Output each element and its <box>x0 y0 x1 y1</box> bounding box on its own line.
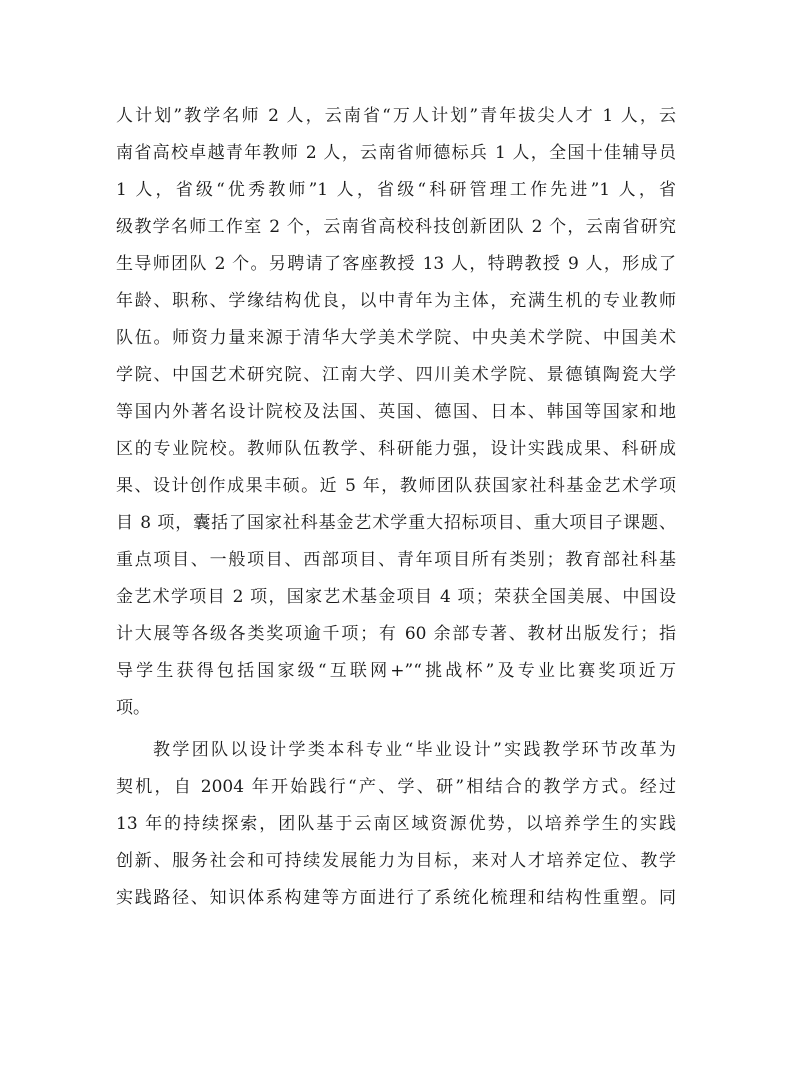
text-line: 级教学名师工作室 2 个，云南省高校科技创新团队 2 个，云南省研究 <box>116 217 676 237</box>
text-line: 教学团队以设计学类本科专业“毕业设计”实践教学环节改革为 <box>153 740 676 760</box>
text-line: 项。 <box>116 698 150 718</box>
text-line: 年龄、职称、学缘结构优良，以中青年为主体，充满生机的专业教师 <box>116 291 676 311</box>
text-line: 果、设计创作成果丰硕。近 5 年，教师团队获国家社科基金艺术学项 <box>116 476 676 496</box>
text-line: 重点项目、一般项目、西部项目、青年项目所有类别；教育部社科基 <box>116 550 676 570</box>
text-line: 创新、服务社会和可持续发展能力为目标，来对人才培养定位、教学 <box>116 851 676 871</box>
text-line: 目 8 项，囊括了国家社科基金艺术学重大招标项目、重大项目子课题、 <box>116 513 676 533</box>
body-text <box>116 98 676 917</box>
paragraph-faculty <box>116 98 676 727</box>
text-line: 实践路径、知识体系构建等方面进行了系统化梳理和结构性重塑。同 <box>116 888 676 908</box>
text-line: 人计划”教学名师 2 人，云南省“万人计划”青年拔尖人才 1 人，云 <box>116 106 676 126</box>
text-line: 导学生获得包括国家级“互联网+”“挑战杯”及专业比赛奖项近万 <box>116 661 676 681</box>
text-line: 金艺术学项目 2 项，国家艺术基金项目 4 项；荣获全国美展、中国设 <box>116 587 676 607</box>
paragraph-teaching-team <box>116 732 676 917</box>
text-line: 区的专业院校。教师队伍教学、科研能力强，设计实践成果、科研成 <box>116 439 676 459</box>
text-line: 等国内外著名设计院校及法国、英国、德国、日本、韩国等国家和地 <box>116 402 676 422</box>
text-line: 生导师团队 2 个。另聘请了客座教授 13 人，特聘教授 9 人，形成了 <box>116 254 676 274</box>
text-line: 南省高校卓越青年教师 2 人，云南省师德标兵 1 人，全国十佳辅导员 <box>116 143 676 163</box>
text-line: 1 人，省级“优秀教师”1 人，省级“科研管理工作先进”1 人，省 <box>116 180 676 200</box>
text-line: 计大展等各级各类奖项逾千项；有 60 余部专著、教材出版发行；指 <box>116 624 676 644</box>
text-line: 学院、中国艺术研究院、江南大学、四川美术学院、景德镇陶瓷大学 <box>116 365 676 385</box>
text-line: 13 年的持续探索，团队基于云南区域资源优势，以培养学生的实践 <box>116 814 676 834</box>
text-line: 队伍。师资力量来源于清华大学美术学院、中央美术学院、中国美术 <box>116 328 676 348</box>
text-line: 契机，自 2004 年开始践行“产、学、研”相结合的教学方式。经过 <box>116 777 676 797</box>
